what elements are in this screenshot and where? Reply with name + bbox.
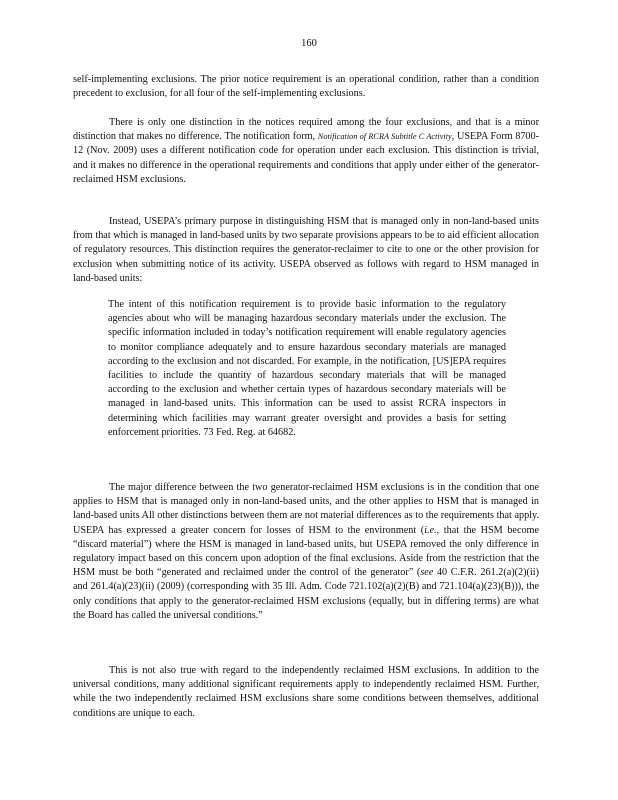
page-number: 160 [301, 38, 317, 49]
paragraph-3: Instead, USEPA’s primary purpose in distinguishing HSM that is managed only in non-land-based units from that which is managed in land-based units by two separate provisions appears to be to aid efficient allocation of regulatory resources. This distinction requires the generator-reclaimer to cite to one or the other provision for exclusion when submitting notice of its activity. USEPA observed as follows with regard to HSM managed in land-based units: [73, 216, 539, 284]
paragraph-4-text-a: The major difference between the two generator-reclaimed HSM exclusions is in the condition that one applies to HSM that is managed only in non-land-based units, and the other applies to HSM that is managed in land-based units All other distinctions between them are not material differences as to the requirements that apply. USEPA has expressed a greater concern for losses of HSM to the environment ( [73, 482, 539, 536]
block-quote: The intent of this notification requirement is to provide basic information to the regulatory agencies about who will be managing hazardous secondary materials under the exclusion. The specific information included in today’s notification requirement will enable regulatory agencies to monitor compliance adequately and to ensure hazardous secondary materials are managed according to the exclusion and not discarded. For example, in the notification, [US]EPA requires facilities to include the quantity of hazardous secondary materials that will be managed according to the exclusion and whether certain types of hazardous secondary materials will be managed in land-based units. This information can be used to assist RCRA inspectors in determining which facilities may warrant greater oversight and provides a basis for setting enforcement priorities. 73 Fed. Reg. at 64682. [108, 299, 506, 438]
form-title: Notification of RCRA Subtitle C Activity [317, 132, 452, 142]
paragraph-2-text-a: There is only one distinction in the notices required among the four exclusions, and that is a minor distinction that makes no difference. The notification form, [73, 117, 539, 143]
paragraph-2-text-b: , USEPA Form 8700-12 (Nov. 2009) uses a different notification code for operation under each exclusion. This distinction is trivial, and it makes no difference in the operational requirements and conditions that apply under either of the generator-reclaimed HSM exclusions. [73, 131, 540, 185]
paragraph-4-text-c: 40 C.F.R. 261.2(a)(2)(ii) and 261.4(a)(23)(ii) (2009) (corresponding with 35 Ill. Adm. Code 721.102(a)(2)(B) and 721.104(a)(23)(B))), the only conditions that apply to the generator-reclaimed HSM exclusions (equally, but in differing terms) are what the Board has called the universal conditions.” [73, 567, 539, 621]
paragraph-5: This is not also true with regard to the independently reclaimed HSM exclusions. In addition to the universal conditions, many additional significant requirements apply to independently reclaimed HSM. Further, while the two independently reclaimed HSM exclusions share some conditions between themselves, additional conditions are unique to each. [73, 665, 539, 719]
see-signal: see [420, 567, 434, 579]
paragraph-4 [73, 481, 539, 623]
ie-abbrev: i.e. [424, 524, 437, 536]
paragraph-4-text-b: , that the HSM become “discard material”) where the HSM is managed in land-based units, but USEPA removed the only difference in regulatory impact based on this concern upon adoption of the final exclusions. Aside from the restriction that the HSM must be both “generated and reclaimed under the control of the generator” ( [73, 524, 540, 579]
paragraph-1: self-implementing exclusions. The prior notice requirement is an operational condition, rather than a condition precedent to exclusion, for all four of the self-implementing exclusions. [73, 74, 539, 100]
paragraph-2 [73, 116, 539, 187]
